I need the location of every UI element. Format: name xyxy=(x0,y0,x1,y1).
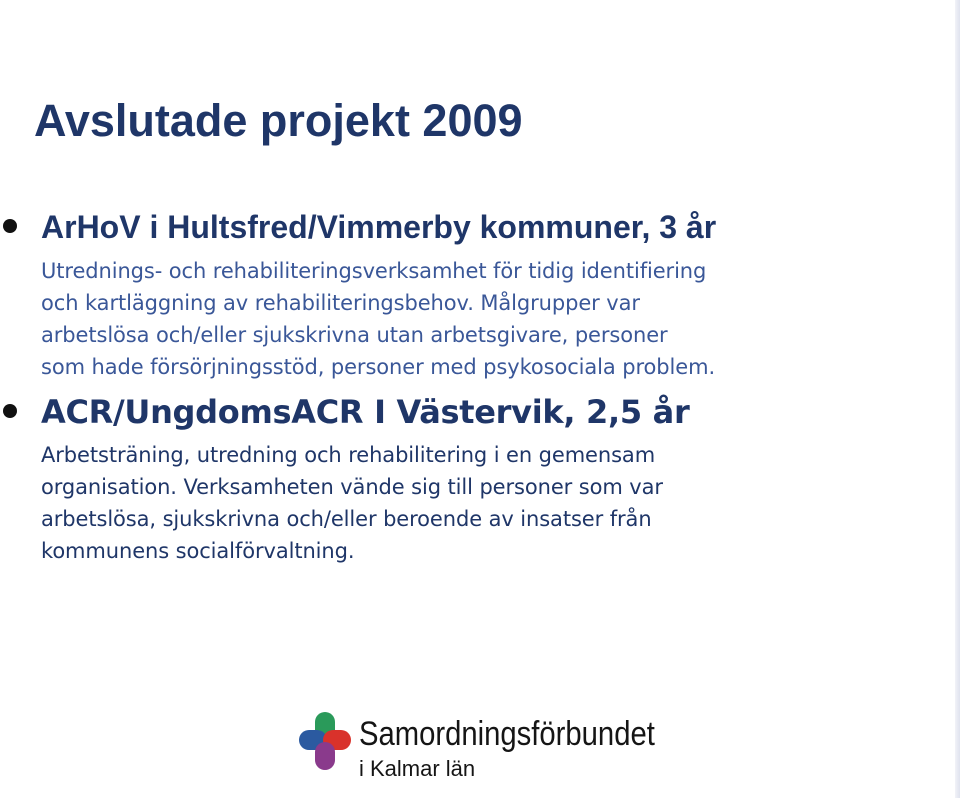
bullet-icon xyxy=(3,404,17,418)
project-description-acr xyxy=(41,439,901,567)
samordningsforbundet-logo xyxy=(299,712,699,782)
project-heading-arhov: ArHoV i Hultsfred/Vimmerby kommuner, 3 år xyxy=(41,209,717,245)
text-line: kommunens socialförvaltning. xyxy=(41,539,355,563)
logo-name: Samordningsförbundet xyxy=(359,715,655,753)
project-description-arhov xyxy=(41,255,901,383)
project-heading-acr: ACR/UngdomsACR I Västervik, 2,5 år xyxy=(41,393,690,431)
text-line: organisation. Verksamheten vände sig till personer som var xyxy=(41,475,663,499)
slide-title: Avslutade projekt 2009 xyxy=(34,95,523,146)
text-line: Arbetsträning, utredning och rehabilitering i en gemensam xyxy=(41,443,656,467)
logo-subtitle: i Kalmar län xyxy=(359,756,476,781)
text-line: arbetslösa, sjukskrivna och/eller beroende av insatser från xyxy=(41,507,652,531)
text-line: Utrednings- och rehabiliteringsverksamhet för tidig identifiering xyxy=(41,259,707,283)
text-line: och kartläggning av rehabiliteringsbehov. Målgrupper var xyxy=(41,291,640,315)
bullet-icon xyxy=(3,219,17,233)
slide-edge-strip xyxy=(955,0,960,798)
cross-logo-icon xyxy=(299,712,351,782)
text-line: som hade försörjningsstöd, personer med psykosociala problem. xyxy=(41,355,716,379)
text-line: arbetslösa och/eller sjukskrivna utan arbetsgivare, personer xyxy=(41,323,668,347)
